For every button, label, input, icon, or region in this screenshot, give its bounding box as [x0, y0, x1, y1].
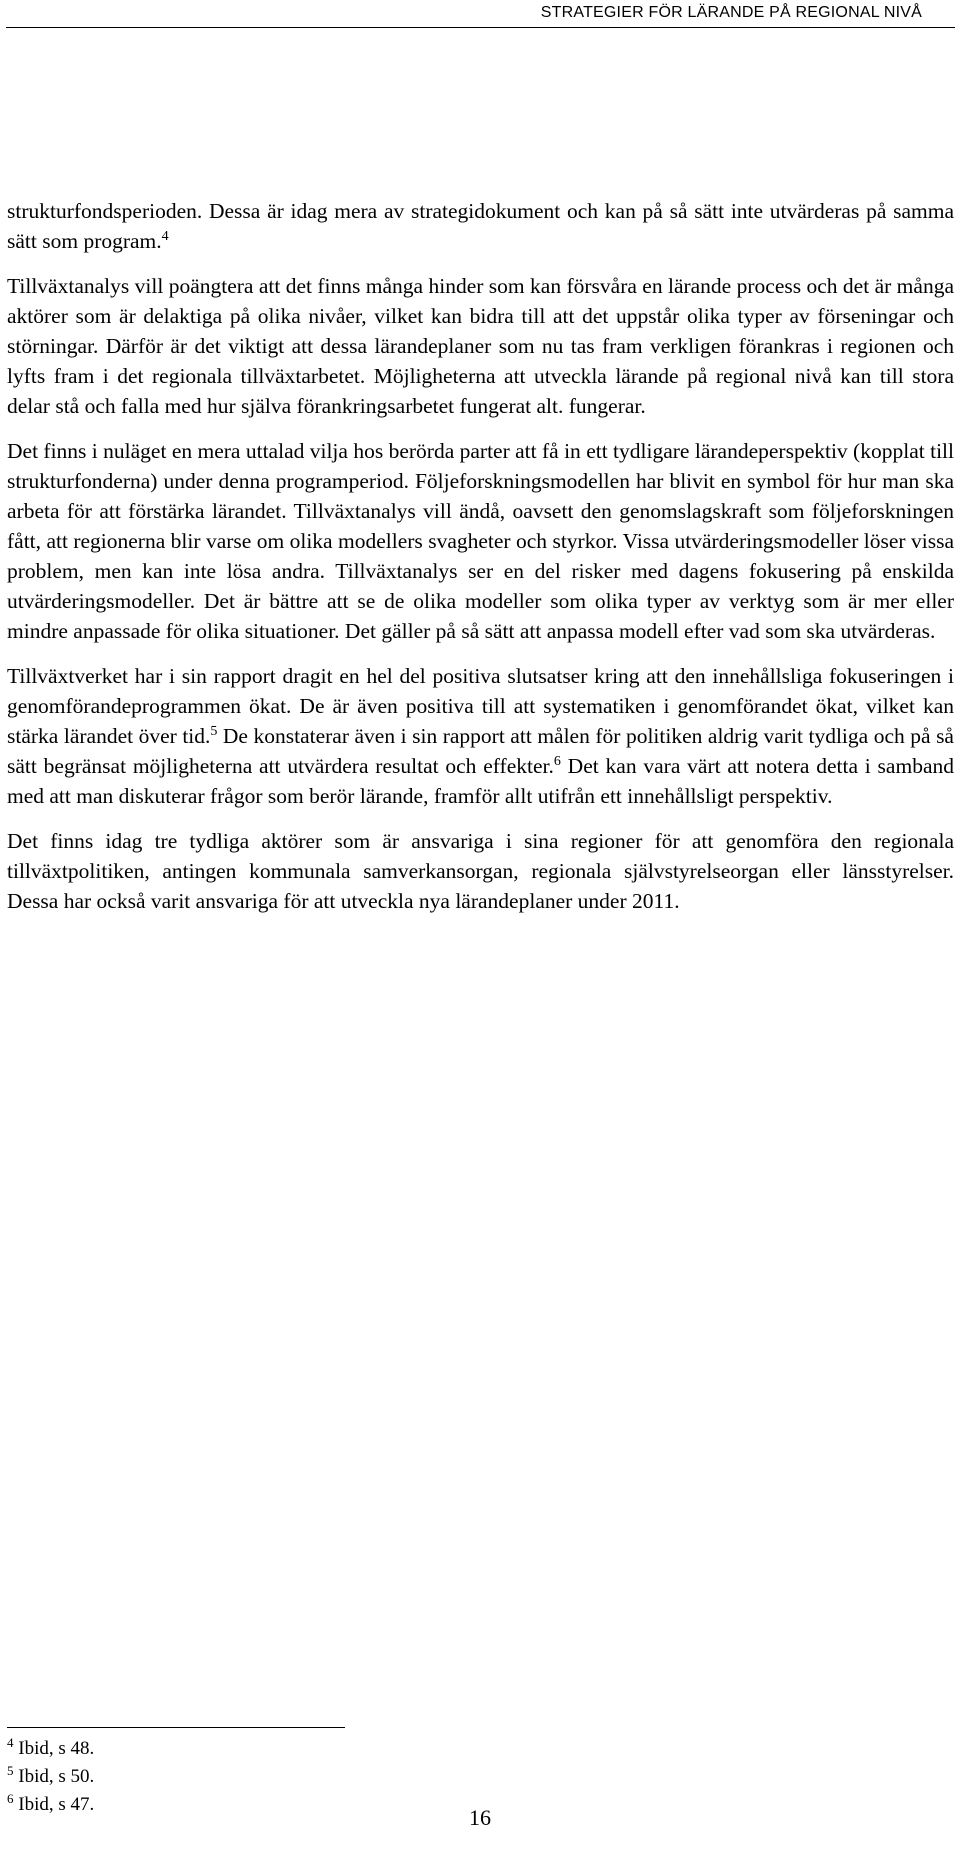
paragraph-text: De konstaterar även i sin rapport att målen för politiken aldrig varit tydliga och på så sätt begränsat möjligheterna att utvärdera resultat och effekter.	[7, 724, 954, 778]
body-text	[7, 196, 954, 931]
paragraph-1	[7, 196, 954, 256]
paragraph-2	[7, 271, 954, 421]
footnote-ref[interactable]: 4	[161, 229, 169, 244]
footnote-number: 6	[7, 1791, 14, 1806]
header-rule	[6, 27, 955, 28]
footnote	[7, 1763, 94, 1791]
footnote-number: 5	[7, 1763, 14, 1778]
paragraph-5	[7, 826, 954, 916]
footnote	[7, 1735, 94, 1763]
paragraph-text: Tillväxtanalys vill poängtera att det finns många hinder som kan försvåra en lärande process och det är många aktörer som är delaktiga på olika nivåer, vilket kan bidra till att det uppstår olika typer av förseningar och störningar. Därför är det viktigt att dessa lärandeplaner som nu tas fram verkligen förankras i regionen och lyfts fram i det regionala tillväxtarbetet. Möjligheterna att utveckla lärande på regional nivå kan till stora delar stå och falla med hur själva förankringsarbetet fungerat alt. fungerar.	[7, 274, 954, 418]
paragraph-3	[7, 436, 954, 646]
paragraph-text: Det finns i nuläget en mera uttalad vilja hos berörda parter att få in ett tydligare lärandeperspektiv (kopplat till strukturfonderna) under denna programperiod. Följeforskningsmodellen har blivit en symbol för hur man ska arbeta för att förstärka lärandet. Tillväxtanalys vill ändå, oavsett den genomslagskraft som följeforskningen fått, att regionerna blir varse om olika modellers svagheter och styrkor. Vissa utvärderingsmodeller löser vissa problem, men kan inte lösa andra. Tillväxtanalys ser en del risker med dagens fokusering på enskilda utvärderingsmodeller. Det är bättre att se de olika modeller som olika typer av verktyg som är mer eller mindre anpassade för olika situationer. Det gäller på så sätt att anpassa modell efter vad som ska utvärderas.	[7, 439, 954, 643]
running-header: STRATEGIER FÖR LÄRANDE PÅ REGIONAL NIVÅ	[540, 4, 922, 21]
paragraph-text: strukturfondsperioden. Dessa är idag mera av strategidokument och kan på så sätt inte utvärderas på samma sätt som program.	[7, 199, 954, 253]
footnote-text: Ibid, s 47.	[13, 1794, 95, 1815]
paragraph-text: Det finns idag tre tydliga aktörer som är ansvariga i sina regioner för att genomföra den regionala tillväxtpolitiken, antingen kommunala samverkansorgan, regionala självstyrelseorgan eller länsstyrelser. Dessa har också varit ansvariga för att utveckla nya lärandeplaner under 2011.	[7, 829, 954, 913]
footnote-text: Ibid, s 50.	[13, 1766, 95, 1787]
paragraph-4	[7, 661, 954, 811]
footnote-rule	[7, 1727, 345, 1728]
footnote-ref[interactable]: 5	[210, 724, 218, 739]
page-number: 16	[469, 1805, 491, 1830]
footnote-text: Ibid, s 48.	[13, 1738, 95, 1759]
footnote-ref[interactable]: 6	[553, 754, 561, 769]
footnote-number: 4	[7, 1735, 14, 1750]
paragraph-text: Det kan vara värt att notera detta i samband med att man diskuterar frågor som berör lärande, framför allt utifrån ett innehållsligt perspektiv.	[7, 754, 954, 808]
paragraph-text: Tillväxtverket har i sin rapport dragit en hel del positiva slutsatser kring att den innehållsliga fokuseringen i genomförandeprogrammen ökat. De är även positiva till att systematiken i genomförandet ökat, vilket kan stärka lärandet över tid.	[7, 664, 954, 748]
